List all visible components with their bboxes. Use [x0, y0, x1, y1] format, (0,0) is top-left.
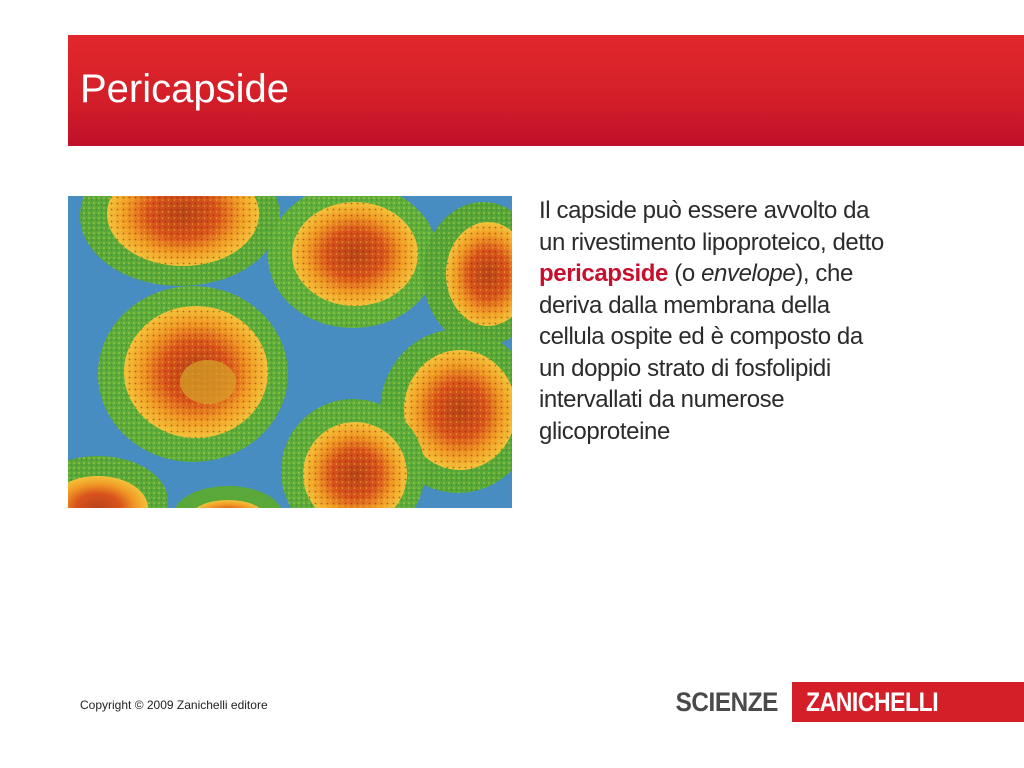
body-line: glicoproteine: [539, 417, 670, 445]
title-bar: [68, 35, 1024, 146]
slide-title: Pericapside: [80, 67, 290, 111]
body-line: un rivestimento lipoproteico, detto: [539, 228, 884, 256]
publisher-logo: [664, 682, 1024, 722]
body-line: deriva dalla membrana della: [539, 291, 830, 319]
body-line: intervallati da numerose: [539, 386, 785, 413]
highlighted-term: pericapside: [539, 260, 668, 287]
logo-scienze: [664, 682, 790, 722]
body-text-fragment: (o: [668, 260, 702, 287]
logo-zanichelli-text: ZANICHELLI: [806, 686, 939, 717]
body-paragraph: [539, 195, 959, 447]
copyright-notice: Copyright © 2009 Zanichelli editore: [80, 698, 268, 712]
logo-scienze-text: SCIENZE: [675, 686, 779, 717]
body-line: cellula ospite ed è composto da: [539, 323, 863, 350]
italic-term: envelope: [701, 260, 796, 287]
virus-particle: [98, 286, 288, 462]
body-line: Il capside può essere avvolto da: [539, 197, 870, 224]
virus-micrograph-image: [68, 196, 512, 508]
body-line: [539, 258, 959, 290]
body-text-fragment: ), che: [795, 260, 853, 287]
body-line: un doppio strato di fosfolipidi: [539, 354, 831, 382]
logo-zanichelli: [792, 682, 1024, 722]
